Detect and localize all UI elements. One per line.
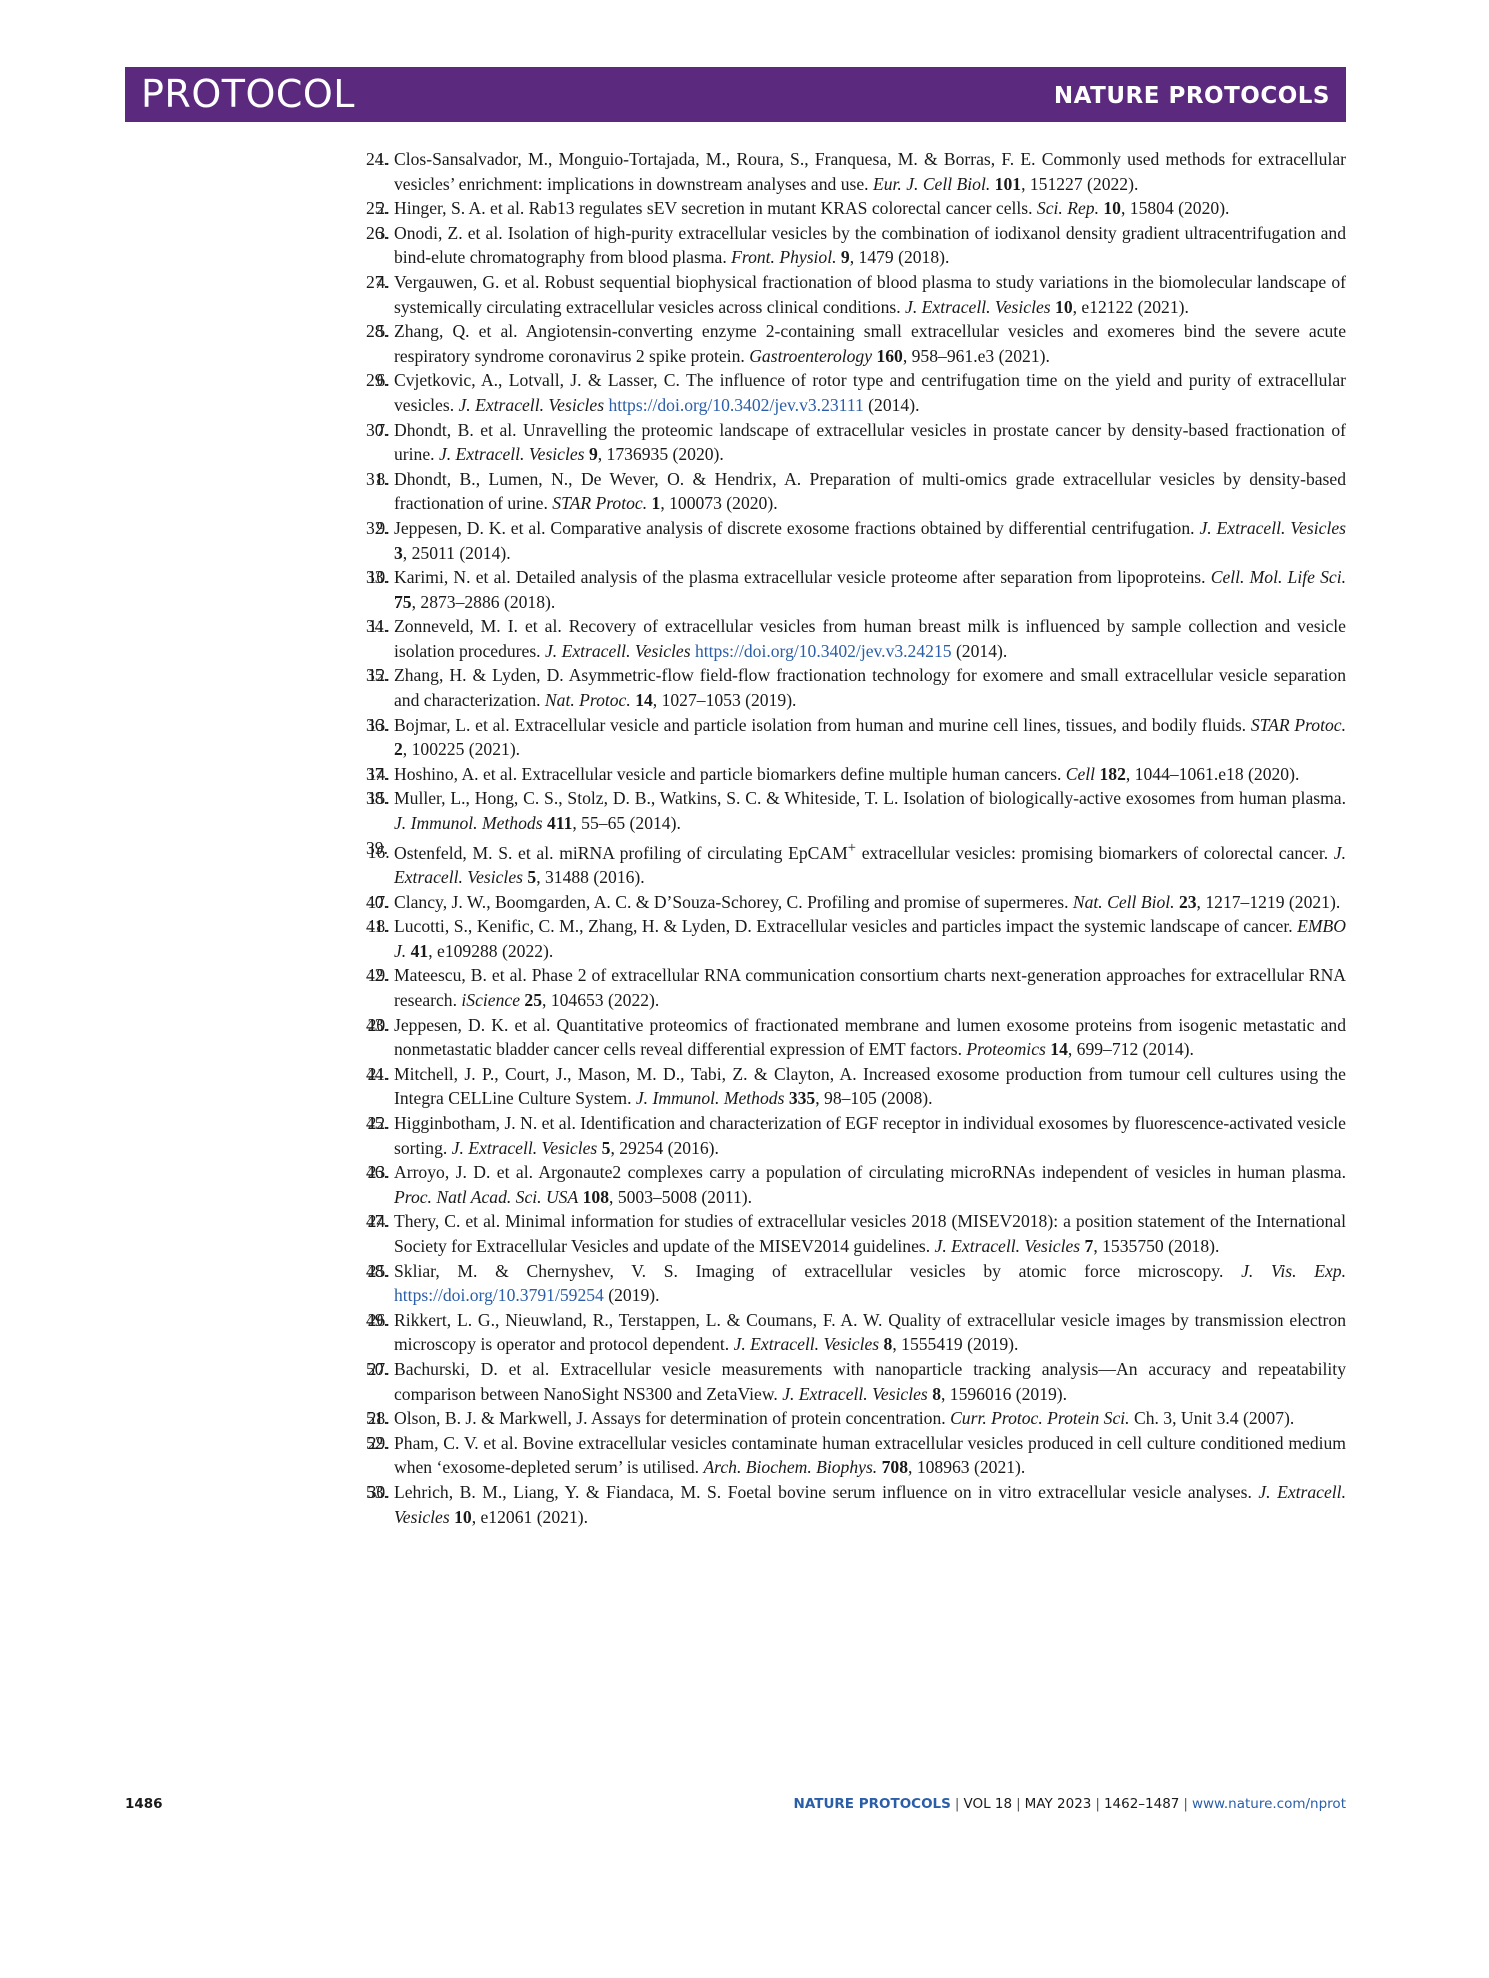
doi-link[interactable]: https://doi.org/10.3791/59254 [394,1285,604,1306]
reference-number: 3. 26. [366,222,388,243]
reference-text: Pham, C. V. et al. Bovine extracellular vesicles contaminate human extracellular vesicles produced in cell culture conditioned medium when ‘exosome-depleted serum’ is utilised. [394,1432,1346,1478]
reference-text: Clancy, J. W., Boomgarden, A. C. & D’Souza-Schorey, C. Profiling and promise of supermeres. [394,891,1073,912]
reference-text: Higginbotham, J. N. et al. Identification and characterization of EGF receptor in individual exosomes by fluorescence-activated vesicle sorting. [394,1113,1346,1158]
reference-text: Muller, L., Hong, C. S., Stolz, D. B., Watkins, S. C. & Whiteside, T. L. Isolation of biologically-active exosomes from human plasma. [394,788,1346,809]
volume-number: 14 [635,690,653,711]
volume-number: 25 [524,990,543,1011]
volume-number: 5 [527,867,537,888]
reference-number: 17. 40. [366,891,388,912]
reference-text: , 31488 (2016). [536,867,645,888]
reference-text: Onodi, Z. et al. Isolation of high-purity extracellular vesicles by the combination of iodixanol density gradient ultracentrifugation and bind-elute chromatography from blood plasma. [394,222,1346,268]
reference-number: 29. 52. [366,1432,388,1453]
doi-link[interactable]: https://doi.org/10.3402/jev.v3.23111 [608,394,864,415]
journal-title: J. Extracell. Vesicles [458,394,605,415]
reference-text: , 15804 (2020). [1120,198,1230,219]
journal-title: J. Extracell. Vesicles [394,1481,1346,1527]
volume-number: 9 [840,247,850,268]
reference-number: 20. 43. [366,1014,388,1035]
reference-text: Mitchell, J. P., Court, J., Mason, M. D., Tabi, Z. & Clayton, A. Increased exosome production from tumour cell cultures using the Integra CELLine Culture System. [394,1063,1346,1109]
reference-item [366,614,1346,663]
reference-number: 1. 24. [366,149,388,169]
journal-title: J. Immunol. Methods [635,1088,785,1109]
journal-title: Eur. J. Cell Biol. [872,173,991,194]
reference-item [366,368,1346,417]
reference-text: , e12061 (2021). [471,1506,588,1527]
reference-text: extracellular vesicles: promising biomarkers of colorectal cancer. [856,842,1334,863]
journal-title: Proc. Natl Acad. Sci. USA [394,1186,579,1207]
reference-text: Lucotti, S., Kenific, C. M., Zhang, H. & Lyden, D. Extracellular vesicles and particles impact the systemic landscape of cancer. [394,916,1298,937]
reference-text: , 2873–2886 (2018). [411,591,556,612]
reference-text: , 1535750 (2018). [1093,1235,1220,1256]
reference-text: , e12122 (2021). [1072,296,1189,317]
volume-number: 1 [651,493,661,514]
reference-number: 5. 28. [366,321,388,342]
journal-title: Cell. Mol. Life Sci. [1210,567,1346,588]
volume-number: 3 [394,542,403,563]
journal-title: Nat. Protoc. [544,690,631,711]
reference-item [366,196,1346,221]
journal-name: NATURE PROTOCOLS [1053,83,1330,109]
reference-number: 15. 38. [366,788,388,809]
reference-item [366,1480,1346,1529]
reference-item [366,1013,1346,1062]
reference-text: , 958–961.e3 (2021). [902,345,1050,366]
reference-text: , 699–712 (2014). [1067,1039,1194,1060]
reference-number: 21. 44. [366,1063,388,1084]
journal-title: Arch. Biochem. Biophys. [703,1457,878,1478]
reference-text: Hoshino, A. et al. Extracellular vesicle and particle biomarkers define multiple human cancers. [394,763,1066,784]
reference-number: 8. 31. [366,468,388,489]
footer-url[interactable]: www.nature.com/nprot [1191,1796,1346,1812]
journal-title: J. Immunol. Methods [394,813,543,834]
reference-text: Zonneveld, M. I. et al. Recovery of extracellular vesicles from human breast milk is influenced by sample collection and vesicle isolation procedures. [394,616,1346,661]
reference-text: Clos-Sansalvador, M., Monguio-Tortajada, M., Roura, S., Franquesa, M. & Borras, F. E. Commonly used methods for extracellular vesicles’ enrichment: implications in downstream analyses and use. [394,149,1346,194]
reference-text: , 29254 (2016). [610,1137,719,1158]
reference-item [366,1259,1346,1308]
volume-number: 23 [1178,891,1197,912]
page-number: 1486 [125,1796,163,1812]
reference-text: Mateescu, B. et al. Phase 2 of extracellular RNA communication consortium charts next-generation approaches for extracellular RNA research. [394,965,1346,1011]
journal-title: J. Extracell. Vesicles [544,640,691,661]
journal-title: J. Extracell. Vesicles [934,1235,1081,1256]
reference-text: Rikkert, L. G., Nieuwland, R., Terstappen, L. & Coumans, F. A. W. Quality of extracellular vesicle images by transmission electron microscopy is operator and protocol dependent. [394,1309,1346,1355]
reference-item [366,516,1347,565]
reference-number: 18. 41. [366,916,388,937]
journal-title: J. Extracell. Vesicles [1199,517,1347,538]
reference-item [366,836,1346,890]
journal-title: EMBO J. [394,916,1346,961]
reference-number: 9. 32. [366,517,388,538]
reference-text: , 1479 (2018). [849,247,950,268]
reference-text: , 1217–1219 (2021). [1196,891,1341,912]
reference-text: Cvjetkovic, A., Lotvall, J. & Lasser, C. The influence of rotor type and centrifugation time on the yield and purity of extracellular vesicles. [394,370,1346,415]
reference-number: 6. 29. [366,370,388,391]
reference-text: , e109288 (2022). [428,940,554,961]
journal-title: Nat. Cell Biol. [1072,891,1175,912]
reference-text: Vergauwen, G. et al. Robust sequential biophysical fractionation of blood plasma to study variations in the biomolecular landscape of systemically circulating extracellular vesicles across clinical conditions. [394,271,1346,317]
reference-number: 30. 53. [366,1481,388,1502]
reference-item [366,221,1346,270]
journal-title: Sci. Rep. [1036,198,1099,219]
reference-text: Thery, C. et al. Minimal information for studies of extracellular vesicles 2018 (MISEV2018): a position statement of the International Society for Extracellular Vesicles and update of the MISEV2014 guidelines. [394,1211,1346,1256]
reference-item [366,467,1346,516]
reference-number: 2. 25. [366,198,388,219]
reference-number: 25. 48. [366,1260,388,1281]
reference-number: 23. 46. [366,1162,388,1183]
reference-text: Skliar, M. & Chernyshev, V. S. Imaging of extracellular vesicles by atomic force microscopy. [394,1260,1242,1281]
superscript: + [847,839,857,856]
volume-number: 335 [788,1088,816,1109]
reference-text: , 104653 (2022). [542,990,660,1011]
journal-title: STAR Protoc. [1250,714,1346,735]
reference-text: , 100073 (2020). [660,493,778,514]
reference-item [366,1406,1346,1431]
reference-text: , 1736935 (2020). [597,444,724,465]
reference-text: Ch. 3, Unit 3.4 (2007). [1129,1408,1295,1429]
reference-item [366,1357,1346,1406]
reference-list [366,147,1347,1529]
volume-number: 182 [1099,763,1126,784]
journal-title: Front. Physiol. [731,247,837,268]
reference-number: 19. 42. [366,965,388,986]
reference-number: 10. 33. [366,567,388,588]
journal-title: J. Extracell. Vesicles [394,842,1346,888]
reference-text: , 25011 (2014). [402,542,511,563]
reference-item [366,1160,1346,1209]
reference-text: Jeppesen, D. K. et al. Quantitative proteomics of fractionated membrane and lumen exosome proteins from isogenic metastatic and nonmetastatic bladder cancer cells reveal differential expression of EMT factors. [394,1014,1346,1060]
reference-number: 26. 49. [366,1309,388,1330]
reference-item [366,1209,1346,1258]
reference-number: 28. 51. [366,1408,388,1429]
reference-number: 12. 35. [366,665,388,686]
journal-title: Cell [1065,763,1096,784]
reference-number: 13. 36. [366,714,388,735]
reference-text: , 1555419 (2019). [892,1334,1019,1355]
reference-text: Hinger, S. A. et al. Rab13 regulates sEV secretion in mutant KRAS colorectal cancer cells. [394,198,1037,219]
volume-number: 2 [394,739,403,760]
reference-item [366,1308,1346,1357]
volume-number: 5 [601,1137,611,1158]
volume-number: 8 [932,1383,941,1404]
reference-text: Dhondt, B. et al. Unravelling the proteomic landscape of extracellular vesicles in prostate cancer by density-based fractionation of urine. [394,419,1346,465]
volume-number: 411 [546,813,573,834]
reference-item [366,319,1346,368]
reference-item [366,890,1346,915]
journal-title: Curr. Protoc. Protein Sci. [950,1408,1130,1429]
reference-number: 11. 34. [366,616,388,637]
reference-number: 16. 39. [366,837,388,858]
journal-title: iScience [461,990,521,1011]
section-label: PROTOCOL [141,72,355,116]
journal-title: J. Extracell. Vesicles [451,1137,598,1158]
reference-item [366,963,1346,1012]
reference-number: 14. 37. [366,763,388,784]
reference-item [366,565,1346,614]
doi-link[interactable]: https://doi.org/10.3402/jev.v3.24215 [694,640,952,661]
reference-item [366,1062,1346,1111]
reference-text: Bojmar, L. et al. Extracellular vesicle and particle isolation from human and murine cell lines, tissues, and bodily fluids. [394,714,1251,735]
reference-text: , 1596016 (2019). [940,1383,1068,1404]
journal-title: J. Extracell. Vesicles [905,296,1051,317]
page-header [125,67,1346,122]
reference-text: (2014). [863,394,920,415]
volume-number: 8 [883,1334,893,1355]
volume-number: 14 [1050,1039,1068,1060]
reference-text: Olson, B. J. & Markwell, J. Assays for determination of protein concentration. [394,1408,951,1429]
reference-text: Jeppesen, D. K. et al. Comparative analysis of discrete exosome fractions obtained by differential centrifugation. [394,517,1200,538]
volume-number: 10 [454,1506,472,1527]
reference-text: Bachurski, D. et al. Extracellular vesicle measurements with nanoparticle tracking analysis—An accuracy and repeatability comparison between NanoSight NS300 and ZetaView. [394,1358,1346,1404]
reference-text: , 1044–1061.e18 (2020). [1125,763,1300,784]
volume-number: 160 [876,345,903,366]
journal-title: Gastroenterology [749,345,873,366]
reference-text: , 151227 (2022). [1021,173,1139,194]
reference-text: Zhang, Q. et al. Angiotensin-converting enzyme 2-containing small extracellular vesicles and exomeres bind the severe acute respiratory syndrome coronavirus 2 spike protein. [394,321,1346,366]
journal-title: J. Extracell. Vesicles [733,1334,880,1355]
volume-number: 708 [881,1457,909,1478]
reference-number: 7. 30. [366,419,388,440]
reference-number: 4. 27. [366,271,388,292]
reference-text: , 98–105 (2008). [815,1088,933,1109]
reference-item [366,786,1346,835]
reference-text: , 5003–5008 (2011). [609,1186,753,1207]
reference-item [366,663,1346,712]
journal-title: J. Extracell. Vesicles [782,1383,928,1404]
reference-text: , 1027–1053 (2019). [652,690,797,711]
reference-item [366,418,1346,467]
footer-info: NATURE PROTOCOLS | VOL 18 | MAY 2023 | 1462–1487 | www.nature.com/nprot [793,1796,1346,1812]
footer-volume: VOL 18 [963,1796,1013,1812]
volume-number: 108 [582,1186,610,1207]
journal-title: J. Extracell. Vesicles [438,444,585,465]
reference-text: Lehrich, B. M., Liang, Y. & Fiandaca, M. S. Foetal bovine serum influence on in vitro extracellular vesicle analyses. [394,1481,1259,1502]
reference-item [366,1111,1346,1160]
reference-number: 22. 45. [366,1113,388,1134]
volume-number: 7 [1084,1235,1094,1256]
reference-text: , 100225 (2021). [402,739,521,760]
reference-text: , 108963 (2021). [908,1457,1026,1478]
reference-item [366,147,1346,196]
footer-pages: 1462–1487 [1103,1796,1180,1812]
reference-text: Zhang, H. & Lyden, D. Asymmetric-flow field-flow fractionation technology for exomere and small extracellular vesicle separation and characterization. [394,665,1346,711]
volume-number: 10 [1103,198,1121,219]
volume-number: 101 [994,173,1022,194]
reference-text: Dhondt, B., Lumen, N., De Wever, O. & Hendrix, A. Preparation of multi-omics grade extracellular vesicles by density-based fractionation of urine. [394,468,1346,514]
reference-text: Karimi, N. et al. Detailed analysis of the plasma extracellular vesicle proteome after separation from lipoproteins. [394,567,1211,588]
volume-number: 41 [410,940,429,961]
reference-text: , 55–65 (2014). [572,813,681,834]
footer-journal: NATURE PROTOCOLS [793,1796,951,1812]
journal-title: STAR Protoc. [552,493,648,514]
volume-number: 10 [1055,296,1073,317]
volume-number: 9 [588,444,598,465]
reference-text: Arroyo, J. D. et al. Argonaute2 complexes carry a population of circulating microRNAs independent of vesicles in human plasma. [394,1162,1346,1183]
reference-item [366,762,1346,787]
reference-text: Ostenfeld, M. S. et al. miRNA profiling of circulating EpCAM [394,842,848,863]
footer-date: MAY 2023 [1024,1796,1092,1812]
reference-text: (2019). [603,1285,660,1306]
reference-number: 24. 47. [366,1211,388,1232]
reference-text: (2014). [951,640,1008,661]
reference-item [366,914,1346,963]
reference-number: 27. 50. [366,1358,388,1379]
reference-item [366,1431,1346,1480]
reference-item [366,713,1346,762]
journal-title: J. Vis. Exp. [1241,1260,1346,1281]
journal-title: Proteomics [966,1039,1046,1060]
volume-number: 75 [394,591,412,612]
reference-item [366,270,1346,319]
